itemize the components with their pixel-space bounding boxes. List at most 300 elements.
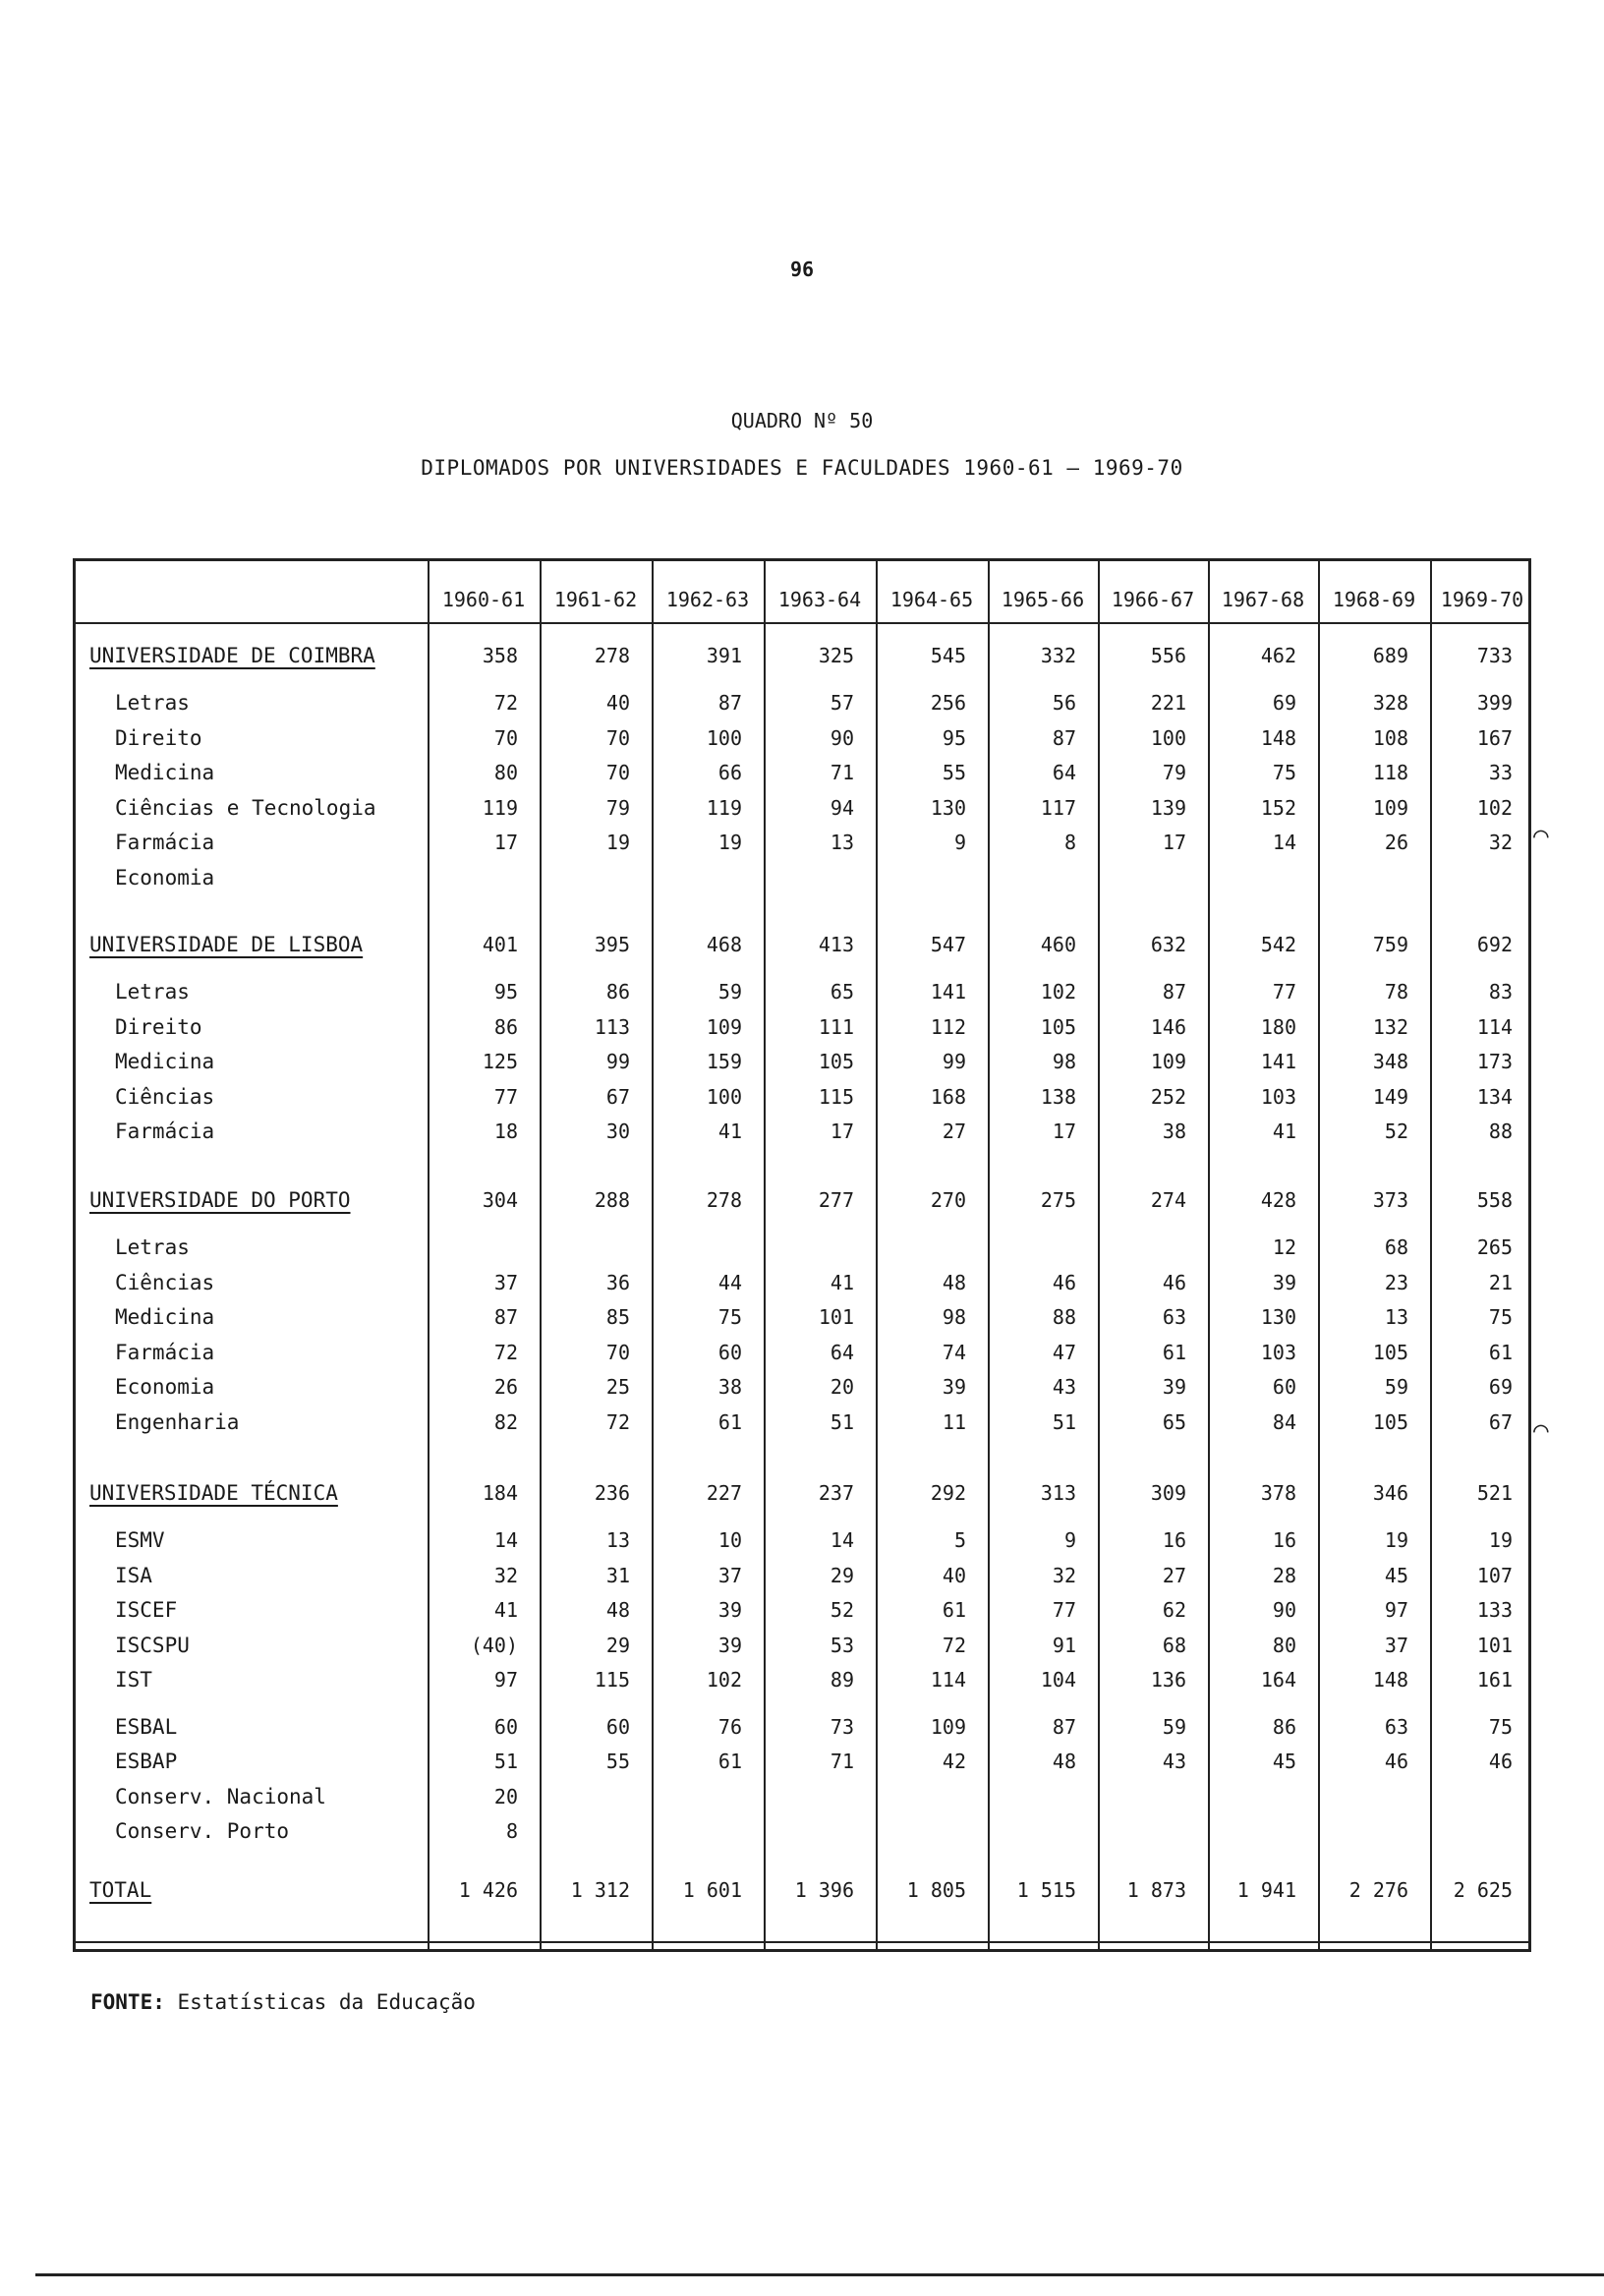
- table-cell: 41: [1272, 1119, 1296, 1143]
- table-cell: 75: [1488, 1714, 1513, 1739]
- table-cell: 70: [605, 761, 630, 784]
- table-cell: 39: [717, 1598, 742, 1622]
- table-cell: 72: [493, 1340, 518, 1364]
- table-cell: 86: [493, 1014, 518, 1039]
- university-total-cell: 468: [706, 933, 742, 956]
- table-cell: 141: [930, 980, 966, 1004]
- table-cell: 14: [493, 1528, 518, 1552]
- faculty-name: ESBAP: [115, 1750, 178, 1773]
- table-cell: 133: [1476, 1598, 1513, 1622]
- table-cell: 44: [717, 1270, 742, 1294]
- university-total-cell: 460: [1040, 933, 1076, 956]
- table-cell: 136: [1150, 1668, 1186, 1692]
- year-header: 1965-66: [1001, 588, 1085, 611]
- table-cell: 69: [1272, 691, 1296, 715]
- university-total-cell: 759: [1372, 933, 1408, 956]
- year-header: 1960-61: [441, 588, 526, 611]
- table-cell: 328: [1372, 691, 1408, 715]
- table-cell: 38: [1162, 1119, 1186, 1143]
- graduates-table: [73, 558, 1531, 1952]
- table-cell: 265: [1476, 1235, 1513, 1259]
- table-cell: 43: [1052, 1375, 1076, 1399]
- table-cell: 88: [1052, 1305, 1076, 1329]
- table-cell: 100: [706, 725, 742, 750]
- table-cell: 109: [706, 1014, 742, 1039]
- table-number: QUADRO Nº 50: [730, 409, 874, 432]
- table-cell: 103: [1260, 1084, 1296, 1109]
- table-cell: 125: [482, 1050, 518, 1073]
- table-cell: 87: [1162, 980, 1186, 1004]
- table-cell: 152: [1260, 795, 1296, 820]
- table-cell: 77: [1052, 1598, 1076, 1622]
- margin-mark-top: ⌒: [1533, 821, 1549, 850]
- faculty-name: ESBAL: [115, 1714, 178, 1739]
- table-cell: 149: [1372, 1084, 1408, 1109]
- university-total-cell: 558: [1476, 1188, 1513, 1212]
- table-cell: 13: [605, 1528, 630, 1552]
- table-cell: 88: [1488, 1119, 1513, 1143]
- table-cell: 146: [1150, 1014, 1186, 1039]
- table-cell: 39: [717, 1633, 742, 1657]
- table-cell: 61: [717, 1750, 742, 1773]
- table-cell: 103: [1260, 1340, 1296, 1364]
- university-total-cell: 325: [818, 644, 854, 667]
- table-cell: 52: [830, 1598, 854, 1622]
- bottom-rule: [76, 1941, 1528, 1943]
- table-cell: 101: [818, 1305, 854, 1329]
- table-cell: 75: [717, 1305, 742, 1329]
- table-cell: 60: [1272, 1375, 1296, 1399]
- faculty-name: Direito: [115, 1014, 202, 1039]
- table-cell: 73: [830, 1714, 854, 1739]
- table-cell: 46: [1488, 1750, 1513, 1773]
- table-cell: 63: [1384, 1714, 1408, 1739]
- table-cell: 111: [818, 1014, 854, 1039]
- university-total-cell: 395: [594, 933, 630, 956]
- table-cell: 95: [493, 980, 518, 1004]
- faculty-name: Farmácia: [115, 831, 215, 854]
- table-cell: 19: [1488, 1528, 1513, 1552]
- table-cell: 139: [1150, 795, 1186, 820]
- table-cell: 10: [717, 1528, 742, 1552]
- table-cell: 348: [1372, 1050, 1408, 1073]
- table-cell: 89: [830, 1668, 854, 1692]
- faculty-name: Medicina: [115, 1050, 215, 1073]
- table-cell: 99: [942, 1050, 966, 1073]
- university-total-cell: 547: [930, 933, 966, 956]
- table-cell: 75: [1272, 761, 1296, 784]
- header-rule: [76, 622, 1528, 624]
- table-cell: 59: [717, 980, 742, 1004]
- university-total-cell: 313: [1040, 1481, 1076, 1505]
- table-cell: 105: [1040, 1014, 1076, 1039]
- table-cell: 141: [1260, 1050, 1296, 1073]
- table-cell: 109: [1150, 1050, 1186, 1073]
- table-cell: 14: [1272, 831, 1296, 854]
- university-total-cell: 545: [930, 644, 966, 667]
- table-cell: 51: [493, 1750, 518, 1773]
- table-cell: 256: [930, 691, 966, 715]
- table-cell: 113: [594, 1014, 630, 1039]
- university-total-cell: 270: [930, 1188, 966, 1212]
- university-total-cell: 1 312: [570, 1878, 630, 1902]
- table-cell: 64: [830, 1340, 854, 1364]
- table-cell: 109: [930, 1714, 966, 1739]
- source-label: FONTE:: [90, 1990, 165, 2014]
- faculty-name: ISCEF: [115, 1598, 178, 1622]
- year-header: 1962-63: [665, 588, 750, 611]
- table-cell: 164: [1260, 1668, 1296, 1692]
- table-cell: 72: [493, 691, 518, 715]
- table-cell: 80: [493, 761, 518, 784]
- table-cell: 61: [942, 1598, 966, 1622]
- table-cell: 68: [1162, 1633, 1186, 1657]
- table-cell: 72: [942, 1633, 966, 1657]
- table-cell: 102: [1476, 795, 1513, 820]
- table-cell: 252: [1150, 1084, 1186, 1109]
- university-total-cell: 2 625: [1453, 1878, 1513, 1902]
- table-cell: 43: [1162, 1750, 1186, 1773]
- year-header: 1968-69: [1332, 588, 1416, 611]
- university-total-cell: 401: [482, 933, 518, 956]
- table-cell: 68: [1384, 1235, 1408, 1259]
- table-cell: 13: [830, 831, 854, 854]
- faculty-name: Ciências e Tecnologia: [115, 795, 376, 820]
- table-cell: 29: [605, 1633, 630, 1657]
- university-total-cell: 689: [1372, 644, 1408, 667]
- table-cell: 132: [1372, 1014, 1408, 1039]
- table-cell: 9: [953, 831, 966, 854]
- table-cell: 180: [1260, 1014, 1296, 1039]
- table-cell: 9: [1063, 1528, 1076, 1552]
- table-cell: 161: [1476, 1668, 1513, 1692]
- faculty-name: Ciências: [115, 1270, 215, 1294]
- university-total-cell: 309: [1150, 1481, 1186, 1505]
- table-cell: 55: [942, 761, 966, 784]
- university-total-cell: 275: [1040, 1188, 1076, 1212]
- table-cell: 32: [1488, 831, 1513, 854]
- table-cell: 33: [1488, 761, 1513, 784]
- table-cell: 102: [706, 1668, 742, 1692]
- table-cell: 95: [942, 725, 966, 750]
- university-total-cell: 278: [594, 644, 630, 667]
- table-cell: 45: [1272, 1750, 1296, 1773]
- table-cell: 70: [493, 725, 518, 750]
- table-cell: 91: [1052, 1633, 1076, 1657]
- university-total-cell: 391: [706, 644, 742, 667]
- table-cell: 18: [493, 1119, 518, 1143]
- table-cell: 32: [493, 1563, 518, 1587]
- table-cell: 63: [1162, 1305, 1186, 1329]
- university-total-cell: 428: [1260, 1188, 1296, 1212]
- table-cell: 90: [1272, 1598, 1296, 1622]
- table-cell: 168: [930, 1084, 966, 1109]
- university-total-cell: 236: [594, 1481, 630, 1505]
- table-cell: 105: [818, 1050, 854, 1073]
- faculty-name: IST: [115, 1668, 152, 1692]
- faculty-name: ISA: [115, 1563, 152, 1587]
- table-cell: 11: [942, 1409, 966, 1434]
- table-cell: 87: [717, 691, 742, 715]
- table-cell: 66: [717, 761, 742, 784]
- table-cell: 71: [830, 761, 854, 784]
- university-total-cell: 1 515: [1016, 1878, 1076, 1902]
- university-total-cell: 332: [1040, 644, 1076, 667]
- table-cell: 8: [1063, 831, 1076, 854]
- table-cell: 97: [493, 1668, 518, 1692]
- table-cell: 52: [1384, 1119, 1408, 1143]
- university-name: UNIVERSIDADE TÉCNICA: [89, 1481, 338, 1505]
- university-total-cell: 358: [482, 644, 518, 667]
- university-name: UNIVERSIDADE DE LISBOA: [89, 933, 364, 956]
- faculty-name: Engenharia: [115, 1409, 240, 1434]
- table-cell: 41: [717, 1119, 742, 1143]
- table-cell: 118: [1372, 761, 1408, 784]
- table-cell: 46: [1162, 1270, 1186, 1294]
- university-total-cell: 632: [1150, 933, 1186, 956]
- university-total-cell: 1 396: [794, 1878, 854, 1902]
- table-cell: 77: [1272, 980, 1296, 1004]
- table-cell: 173: [1476, 1050, 1513, 1073]
- table-cell: 26: [493, 1375, 518, 1399]
- table-cell: 40: [942, 1563, 966, 1587]
- table-cell: 82: [493, 1409, 518, 1434]
- table-cell: 5: [953, 1528, 966, 1552]
- table-cell: 20: [493, 1784, 518, 1808]
- table-cell: 76: [717, 1714, 742, 1739]
- table-cell: (40): [470, 1633, 518, 1657]
- source-text: Estatísticas da Educação: [177, 1990, 476, 2014]
- faculty-name: ISCSPU: [115, 1633, 190, 1657]
- university-total-cell: 292: [930, 1481, 966, 1505]
- table-cell: 130: [1260, 1305, 1296, 1329]
- table-cell: 16: [1162, 1528, 1186, 1552]
- table-cell: 100: [1150, 725, 1186, 750]
- faculty-name: Letras: [115, 1235, 190, 1259]
- university-total-cell: 462: [1260, 644, 1296, 667]
- university-total-cell: 278: [706, 1188, 742, 1212]
- table-cell: 75: [1488, 1305, 1513, 1329]
- table-cell: 42: [942, 1750, 966, 1773]
- table-cell: 130: [930, 795, 966, 820]
- university-total-cell: 2 276: [1348, 1878, 1408, 1902]
- table-cell: 37: [1384, 1633, 1408, 1657]
- faculty-name: Medicina: [115, 761, 215, 784]
- table-cell: 74: [942, 1340, 966, 1364]
- table-cell: 72: [605, 1409, 630, 1434]
- table-cell: 45: [1384, 1563, 1408, 1587]
- university-total-cell: 542: [1260, 933, 1296, 956]
- table-cell: 60: [717, 1340, 742, 1364]
- university-total-cell: 277: [818, 1188, 854, 1212]
- footer-rule: [35, 2273, 1604, 2276]
- table-cell: 26: [1384, 831, 1408, 854]
- table-cell: 16: [1272, 1528, 1296, 1552]
- table-cell: 86: [1272, 1714, 1296, 1739]
- page-number: 96: [789, 258, 815, 281]
- table-cell: 59: [1162, 1714, 1186, 1739]
- year-header: 1963-64: [777, 588, 862, 611]
- table-cell: 39: [942, 1375, 966, 1399]
- year-header: 1967-68: [1221, 588, 1305, 611]
- table-cell: 104: [1040, 1668, 1076, 1692]
- year-header: 1966-67: [1111, 588, 1195, 611]
- table-cell: 23: [1384, 1270, 1408, 1294]
- university-total-cell: 521: [1476, 1481, 1513, 1505]
- table-cell: 37: [493, 1270, 518, 1294]
- table-cell: 94: [830, 795, 854, 820]
- university-total-cell: 1 873: [1126, 1878, 1186, 1902]
- table-cell: 98: [1052, 1050, 1076, 1073]
- table-cell: 48: [605, 1598, 630, 1622]
- table-cell: 46: [1052, 1270, 1076, 1294]
- table-cell: 57: [830, 691, 854, 715]
- table-cell: 38: [717, 1375, 742, 1399]
- table-cell: 90: [830, 725, 854, 750]
- table-cell: 79: [605, 795, 630, 820]
- table-cell: 17: [1052, 1119, 1076, 1143]
- table-cell: 399: [1476, 691, 1513, 715]
- table-cell: 115: [818, 1084, 854, 1109]
- faculty-name: Letras: [115, 980, 190, 1004]
- table-cell: 79: [1162, 761, 1186, 784]
- table-cell: 71: [830, 1750, 854, 1773]
- table-cell: 138: [1040, 1084, 1076, 1109]
- table-cell: 60: [605, 1714, 630, 1739]
- table-cell: 99: [605, 1050, 630, 1073]
- table-cell: 109: [1372, 795, 1408, 820]
- table-cell: 84: [1272, 1409, 1296, 1434]
- table-cell: 46: [1384, 1750, 1408, 1773]
- table-cell: 53: [830, 1633, 854, 1657]
- table-cell: 78: [1384, 980, 1408, 1004]
- table-cell: 148: [1260, 725, 1296, 750]
- university-total-cell: 733: [1476, 644, 1513, 667]
- table-cell: 134: [1476, 1084, 1513, 1109]
- table-cell: 60: [493, 1714, 518, 1739]
- table-cell: 12: [1272, 1235, 1296, 1259]
- faculty-name: Farmácia: [115, 1119, 215, 1143]
- margin-mark-bottom: ⌒: [1533, 1415, 1549, 1445]
- table-cell: 101: [1476, 1633, 1513, 1657]
- table-cell: 221: [1150, 691, 1186, 715]
- table-cell: 37: [717, 1563, 742, 1587]
- table-cell: 19: [1384, 1528, 1408, 1552]
- university-total-cell: 184: [482, 1481, 518, 1505]
- table-cell: 39: [1162, 1375, 1186, 1399]
- university-name: TOTAL: [89, 1878, 152, 1902]
- table-cell: 62: [1162, 1598, 1186, 1622]
- table-cell: 112: [930, 1014, 966, 1039]
- table-cell: 32: [1052, 1563, 1076, 1587]
- table-cell: 77: [493, 1084, 518, 1109]
- table-cell: 167: [1476, 725, 1513, 750]
- table-cell: 28: [1272, 1563, 1296, 1587]
- table-cell: 8: [505, 1819, 518, 1843]
- faculty-name: Conserv. Nacional: [115, 1784, 326, 1808]
- university-total-cell: 1 805: [906, 1878, 966, 1902]
- table-cell: 59: [1384, 1375, 1408, 1399]
- table-cell: 17: [1162, 831, 1186, 854]
- table-cell: 105: [1372, 1340, 1408, 1364]
- year-header: 1964-65: [889, 588, 974, 611]
- table-cell: 56: [1052, 691, 1076, 715]
- table-cell: 70: [605, 725, 630, 750]
- faculty-name: ESMV: [115, 1528, 165, 1552]
- table-cell: 20: [830, 1375, 854, 1399]
- university-total-cell: 692: [1476, 933, 1513, 956]
- table-cell: 119: [482, 795, 518, 820]
- university-total-cell: 1 426: [458, 1878, 518, 1902]
- university-total-cell: 1 941: [1236, 1878, 1296, 1902]
- year-header: 1961-62: [553, 588, 638, 611]
- faculty-name: Letras: [115, 691, 190, 715]
- table-cell: 30: [605, 1119, 630, 1143]
- faculty-name: Farmácia: [115, 1340, 215, 1364]
- table-cell: 159: [706, 1050, 742, 1073]
- table-cell: 31: [605, 1563, 630, 1587]
- table-cell: 48: [942, 1270, 966, 1294]
- table-cell: 67: [1488, 1409, 1513, 1434]
- table-cell: 83: [1488, 980, 1513, 1004]
- university-total-cell: 378: [1260, 1481, 1296, 1505]
- university-total-cell: 288: [594, 1188, 630, 1212]
- table-cell: 27: [942, 1119, 966, 1143]
- table-cell: 48: [1052, 1750, 1076, 1773]
- table-cell: 65: [830, 980, 854, 1004]
- faculty-name: Medicina: [115, 1305, 215, 1329]
- table-cell: 117: [1040, 795, 1076, 820]
- faculty-name: Economia: [115, 1375, 215, 1399]
- table-cell: 108: [1372, 725, 1408, 750]
- table-cell: 27: [1162, 1563, 1186, 1587]
- university-name: UNIVERSIDADE DE COIMBRA: [89, 644, 375, 667]
- table-cell: 17: [830, 1119, 854, 1143]
- table-cell: 51: [1052, 1409, 1076, 1434]
- table-cell: 80: [1272, 1633, 1296, 1657]
- table-cell: 64: [1052, 761, 1076, 784]
- table-cell: 67: [605, 1084, 630, 1109]
- table-cell: 65: [1162, 1409, 1186, 1434]
- university-total-cell: 1 601: [682, 1878, 742, 1902]
- table-cell: 97: [1384, 1598, 1408, 1622]
- table-cell: 47: [1052, 1340, 1076, 1364]
- university-total-cell: 274: [1150, 1188, 1186, 1212]
- table-cell: 39: [1272, 1270, 1296, 1294]
- table-cell: 85: [605, 1305, 630, 1329]
- table-cell: 87: [493, 1305, 518, 1329]
- table-cell: 19: [605, 831, 630, 854]
- table-cell: 40: [605, 691, 630, 715]
- source-note: [90, 1990, 476, 2014]
- table-cell: 25: [605, 1375, 630, 1399]
- table-cell: 148: [1372, 1668, 1408, 1692]
- table-cell: 115: [594, 1668, 630, 1692]
- university-total-cell: 304: [482, 1188, 518, 1212]
- table-cell: 61: [1162, 1340, 1186, 1364]
- university-total-cell: 556: [1150, 644, 1186, 667]
- year-header: 1969-70: [1440, 588, 1524, 611]
- table-cell: 87: [1052, 1714, 1076, 1739]
- table-cell: 36: [605, 1270, 630, 1294]
- university-total-cell: 237: [818, 1481, 854, 1505]
- table-cell: 41: [830, 1270, 854, 1294]
- table-cell: 70: [605, 1340, 630, 1364]
- table-cell: 100: [706, 1084, 742, 1109]
- table-cell: 21: [1488, 1270, 1513, 1294]
- table-cell: 61: [717, 1409, 742, 1434]
- table-cell: 114: [930, 1668, 966, 1692]
